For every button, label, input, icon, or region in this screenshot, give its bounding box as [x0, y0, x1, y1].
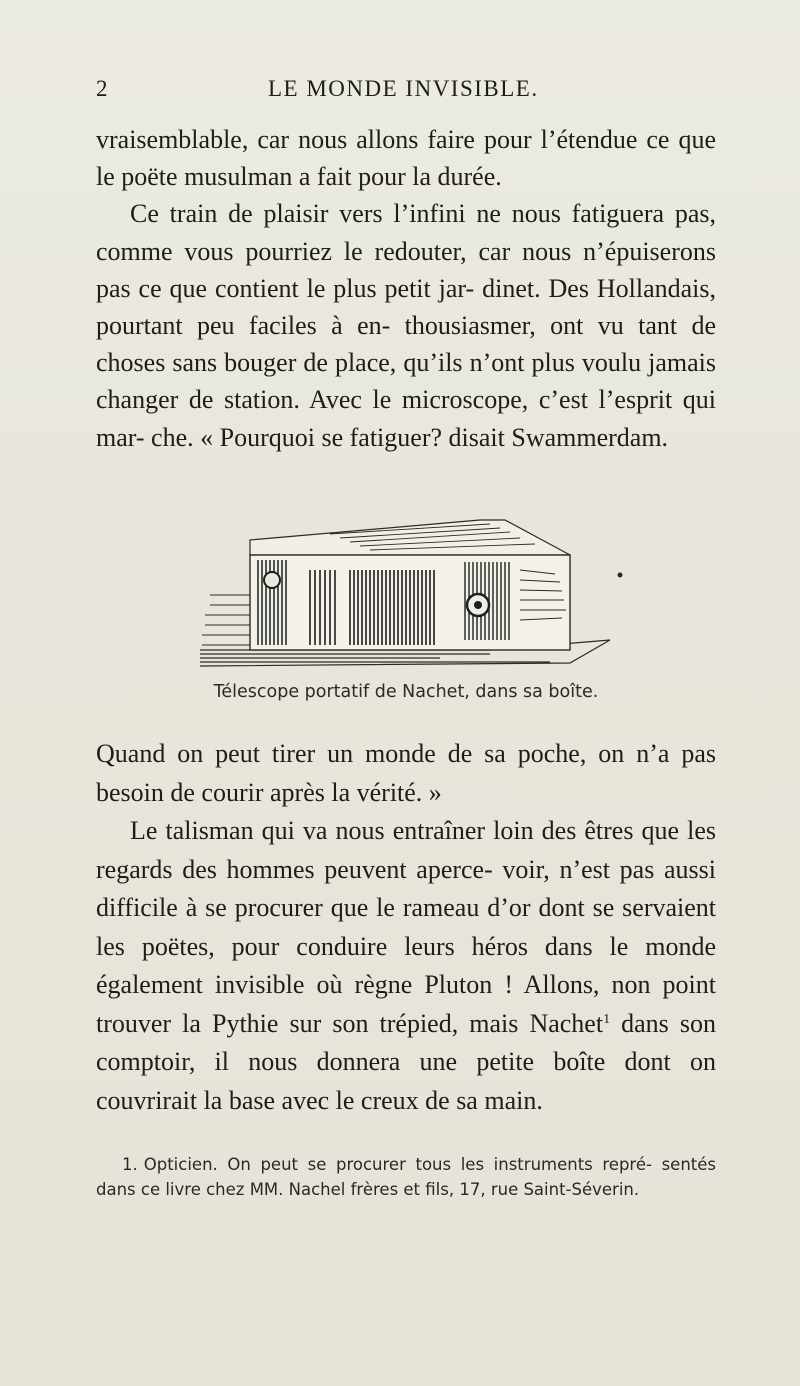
figure-caption: Télescope portatif de Nachet, dans sa boîte.: [213, 682, 599, 702]
page-header: [96, 76, 716, 106]
paragraph-text: Le talisman qui va nous entraîner loin des êtres que les regards des hommes peuvent aperce- voir, n’est pas aussi difficile à se procurer que le rameau d’or dont se servaient les poëtes, pour conduire leurs héros dans le monde également invisible où règne Pluton ! Allons, non point trouver la Pythie sur son trépied, mais Nachet: [96, 816, 716, 1038]
footnote-number: 1.: [122, 1155, 138, 1174]
paragraph: Ce train de plaisir vers l’infini ne nous fatiguera pas, comme vous pourriez le redouter, car nous n’épuiserons pas ce que contient le plus petit jar- dinet. Des Hollandais, pourtant peu faciles à en- thousiasmer, ont vu tant de choses sans bouger de place, qu’ils n’ont plus voulu jamais changer de station. Avec le microscope, c’est l’esprit qui mar- che. « Pourquoi se fatiguer? disait Swammerdam.: [96, 199, 716, 452]
footnote: [96, 1153, 716, 1202]
footnote-reference: 1: [603, 1011, 611, 1027]
paragraph-continuation: Quand on peut tirer un monde de sa poche, on n’a pas besoin de courir après la vérité. »: [96, 739, 716, 807]
paragraph-text: dans son comptoir, il nous donnera une petite boîte dont on couvrirait la base avec le creux de sa main.: [96, 1008, 716, 1115]
telescope-illustration: [190, 500, 630, 675]
text-block-bottom: [96, 735, 716, 1120]
running-title: LE MONDE INVISIBLE.: [268, 76, 539, 101]
text-block-top: [96, 121, 716, 456]
paragraph-continuation: vraisemblable, car nous allons faire pour l’étendue ce que le poëte musulman a fait pour la durée.: [96, 125, 716, 192]
footnote-text: Opticien. On peut se procurer tous les instruments repré- sentés dans ce livre chez MM. Nachel frères et fils, 17, rue Saint-Séverin.: [96, 1155, 716, 1199]
page-number: 2: [96, 76, 109, 101]
paragraph: [96, 812, 716, 1120]
